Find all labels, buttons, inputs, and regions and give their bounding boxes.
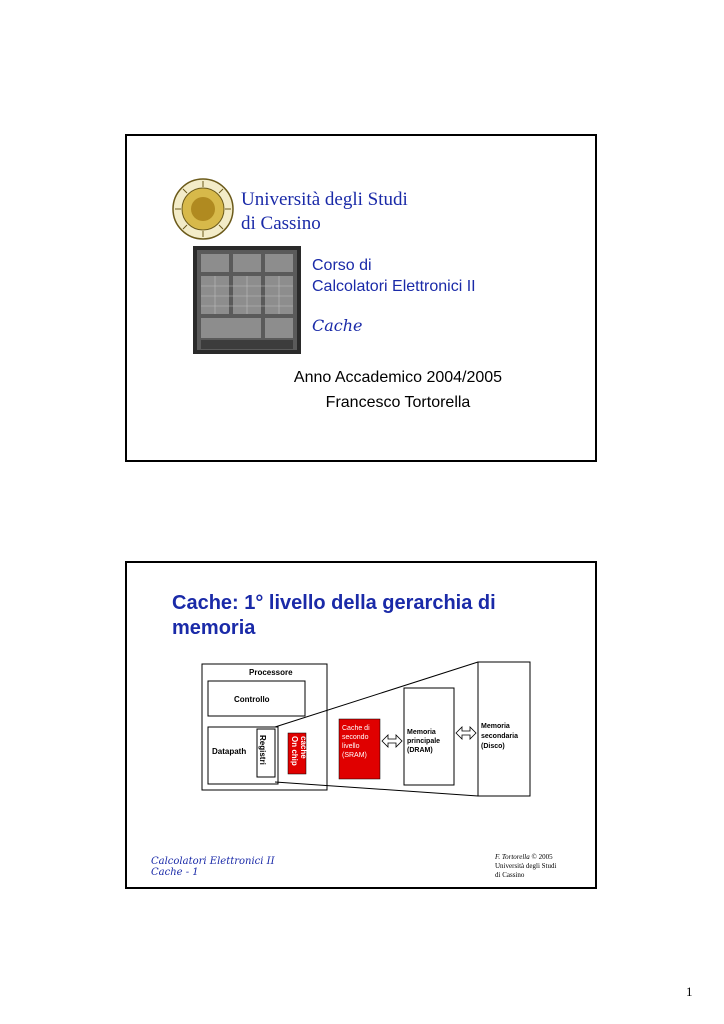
course-line-1: Corso di [312, 257, 372, 274]
title-slide [125, 134, 597, 462]
course-title [312, 255, 572, 297]
university-seal-logo [172, 178, 234, 240]
academic-year: Anno Accademico 2004/2005 [293, 369, 503, 386]
slide-title-line-2: memoria [172, 617, 256, 639]
onchip-cache-label-2: cache [299, 736, 308, 759]
secondary-memory-label-2: secondaria [481, 733, 518, 740]
memory-hierarchy-diagram [201, 661, 536, 801]
cache-hierarchy-slide [125, 561, 597, 889]
footer-city: di Cassino [495, 871, 525, 879]
l2-main-arrow-icon [382, 735, 402, 747]
university-line-2: di Cassino [241, 213, 321, 234]
university-title [241, 188, 461, 236]
datapath-label: Datapath [212, 747, 247, 756]
footer-slide-number: Cache - 1 [151, 867, 199, 878]
control-label: Controllo [234, 695, 270, 704]
page-number: 1 [686, 984, 693, 999]
secondary-memory-label-3: (Disco) [481, 743, 505, 750]
slide-title-line-1: Cache: 1° livello della gerarchia di [172, 592, 496, 614]
footer-course-name: Calcolatori Elettronici II [151, 856, 275, 867]
main-memory-label-2: principale [407, 738, 441, 745]
registers-label: Registri [258, 735, 267, 765]
footer-author: F. Tortorella [495, 853, 530, 861]
secondary-memory-label-1: Memoria [481, 723, 510, 730]
l2-label-2: secondo [342, 734, 369, 741]
footer-university: Università degli Studi [495, 862, 557, 870]
footer-copyright-year: © 2005 [531, 853, 553, 861]
processor-label: Processore [249, 668, 293, 677]
main-memory-box [404, 688, 454, 785]
lecture-subtitle: Cache [312, 316, 363, 335]
author-name: Francesco Tortorella [325, 394, 471, 411]
slide-footer-course [151, 856, 275, 878]
l2-label-1: Cache di [342, 725, 370, 732]
onchip-cache-label-1: On chip [290, 736, 299, 766]
main-memory-label-3: (DRAM) [407, 747, 433, 754]
slide-footer-copyright [495, 853, 591, 880]
l2-label-3: livello [342, 743, 360, 750]
main-memory-label-1: Memoria [407, 729, 436, 736]
l2-label-4: (SRAM) [342, 752, 367, 759]
main-secondary-arrow-icon [456, 727, 476, 739]
university-line-1: Università degli Studi [241, 189, 408, 210]
chip-die-image [193, 246, 301, 354]
course-line-2: Calcolatori Elettronici II [312, 278, 476, 295]
slide-title [172, 591, 572, 641]
